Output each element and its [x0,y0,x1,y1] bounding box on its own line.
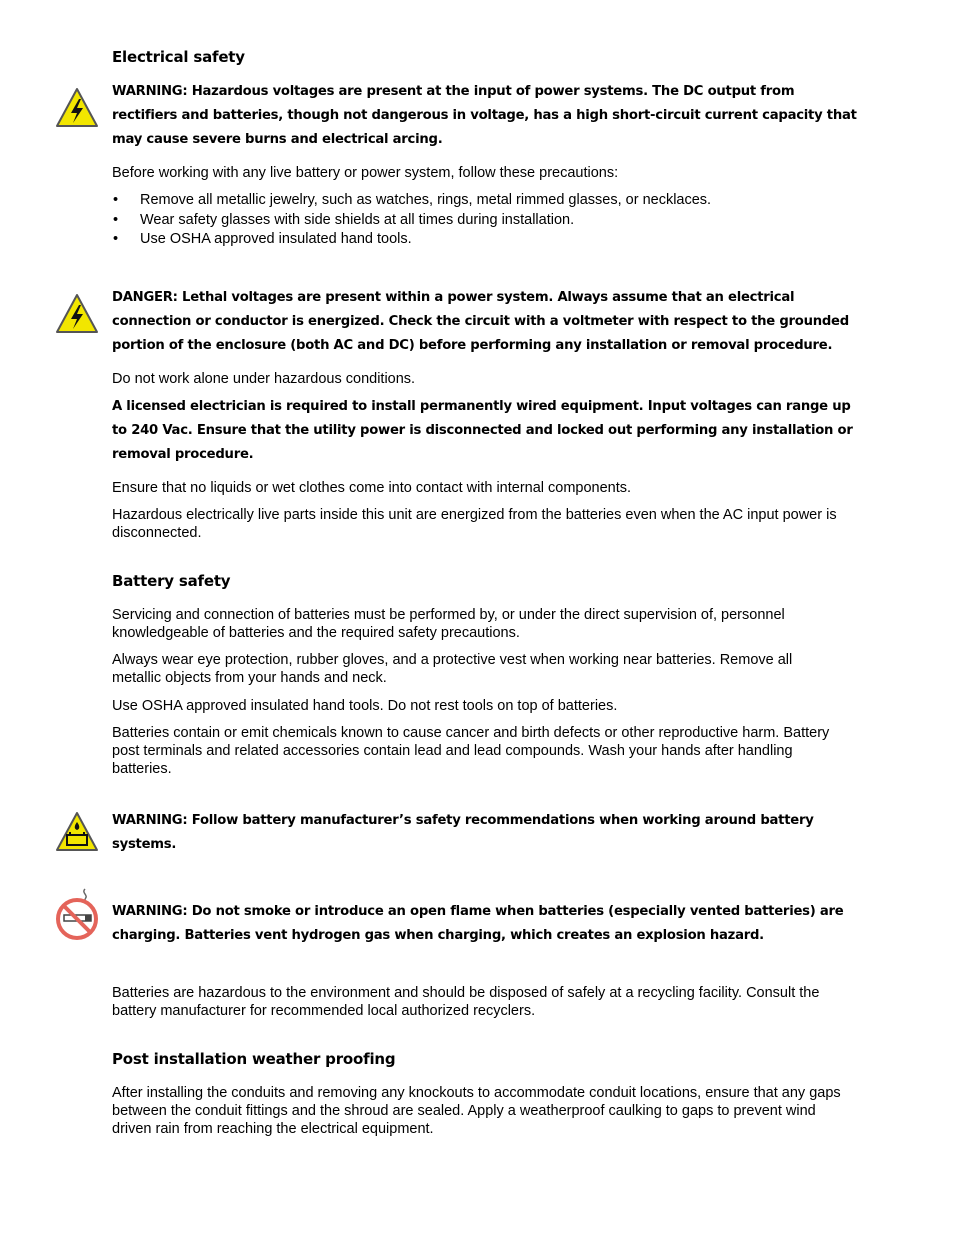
warning-line: rectifiers and batteries, though not dangerous in voltage, has a high short-circuit current capacity that [112,108,857,123]
precautions-list [113,191,900,250]
heading-electrical-safety: Electrical safety [112,48,245,66]
weather-proofing-note: After installing the conduits and removing any knockouts to accommodate conduit locations, ensure that any gaps between the conduit fittings and the shroud are sealed. Apply a weatherproof caulking to gaps to prevent wind driven rain from reaching the electrical equipment. [112,1085,841,1137]
warning-no-smoking [112,900,872,948]
list-item: • Remove all metallic jewelry, such as watches, rings, metal rimmed glasses, or necklaces. [140,191,900,211]
do-not-work-alone: Do not work alone under hazardous conditions. [112,371,416,387]
warning-line: removal procedure. [112,447,254,462]
no-liquids-note: Ensure that no liquids or wet clothes come into contact with internal components. [112,480,632,496]
warning-line: to 240 Vac. Ensure that the utility power is disconnected and locked out performing any installation or [112,423,853,438]
warning-line: may cause severe burns and electrical arcing. [112,132,443,147]
warning-line: charging. Batteries vent hydrogen gas when charging, which creates an explosion hazard. [112,928,764,943]
battery-protection-note: Always wear eye protection, rubber gloves, and a protective vest when working near batteries. Remove all metallic objects from your hands and neck. [112,652,793,686]
bullet-icon: • [113,211,119,228]
battery-chemicals-note: Batteries contain or emit chemicals known to cause cancer and birth defects or other reproductive harm. Battery post terminals and related accessories contain lead and lead compounds. Wash your hands after handling batteries. [112,725,830,777]
battery-servicing-note: Servicing and connection of batteries must be performed by, or under the direct supervision of, personnel knowledgeable of batteries and the required safety precautions. [112,607,785,641]
warning-line: DANGER: Lethal voltages are present within a power system. Always assume that an electrical [112,290,795,305]
licensed-electrician-note [112,395,872,467]
warning-line: systems. [112,837,177,852]
list-item: • Use OSHA approved insulated hand tools. [140,230,900,250]
heading-weather-proofing: Post installation weather proofing [112,1050,396,1068]
live-parts-note: Hazardous electrically live parts inside this unit are energized from the batteries even when the AC input power is disconnected. [112,507,837,541]
warning-hazardous-voltages [112,80,872,152]
warning-line: WARNING: Follow battery manufacturer’s safety recommendations when working around battery [112,813,814,828]
warning-line: connection or conductor is energized. Check the circuit with a voltmeter with respect to the grounded [112,314,849,329]
warning-line: portion of the enclosure (both AC and DC) before performing any installation or removal procedure. [112,338,833,353]
high-voltage-warning-icon [55,86,99,130]
warning-line: A licensed electrician is required to install permanently wired equipment. Input voltages can range up [112,399,851,414]
bullet-icon: • [113,192,119,208]
warning-battery-manufacturer [112,809,872,857]
heading-battery-safety: Battery safety [112,572,231,590]
warning-line: WARNING: Hazardous voltages are present at the input of power systems. The DC output from [112,84,795,99]
battery-disposal-note: Batteries are hazardous to the environment and should be disposed of safely at a recycling facility. Consult the battery manufacturer for recommended local authorized recyclers. [112,985,820,1019]
precautions-intro: Before working with any live battery or power system, follow these precautions: [112,165,619,181]
high-voltage-danger-icon [55,292,99,336]
bullet-icon: • [113,231,119,247]
danger-lethal-voltages [112,286,872,358]
no-smoking-icon [55,885,101,941]
corrosive-battery-warning-icon [55,810,99,854]
warning-line: WARNING: Do not smoke or introduce an open flame when batteries (especially vented batteries) are [112,904,844,919]
battery-tools-note: Use OSHA approved insulated hand tools. Do not rest tools on top of batteries. [112,698,618,714]
list-item: • Wear safety glasses with side shields at all times during installation. [140,211,900,231]
